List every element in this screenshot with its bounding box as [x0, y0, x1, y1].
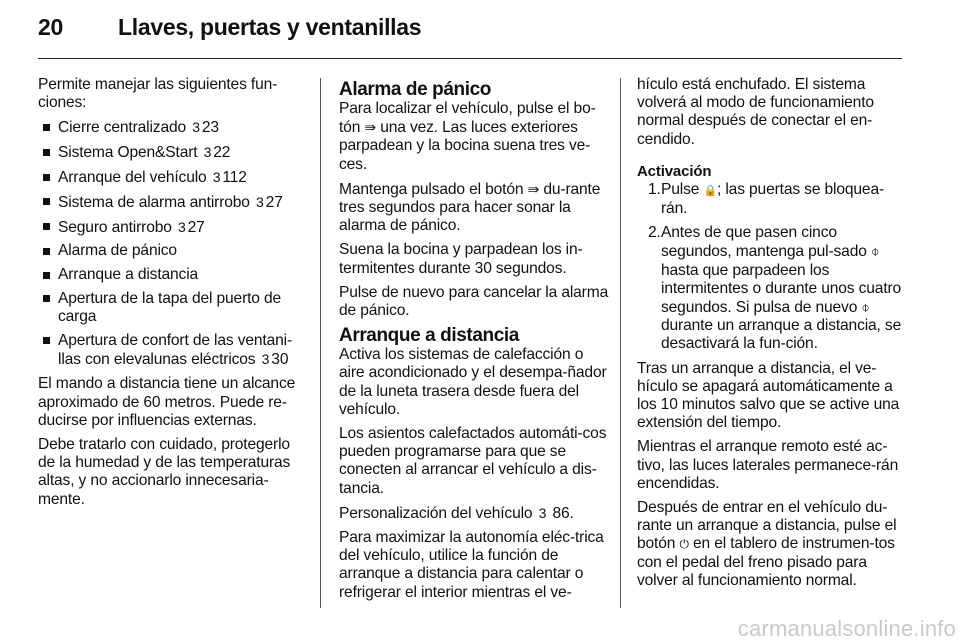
side-lights-paragraph: Mientras el arranque remoto esté ac-tivo, las luces laterales permanece-rán encendidas.	[637, 438, 899, 492]
ref-arrow-icon: 3	[261, 351, 270, 368]
ref-arrow-icon: 3	[192, 119, 200, 136]
bullet-square-icon	[43, 223, 50, 230]
ref-arrow-icon: 3	[203, 144, 212, 161]
step-2-text-c: durante un arranque a distancia, se desactivará la fun-ción.	[661, 317, 902, 353]
shutdown-paragraph: Tras un arranque a distancia, el ve-hículo se apagará automáticamente a los 10 minutos salvo que se active una extensión del tiempo.	[637, 359, 900, 432]
watermark: carmanualsonline.info	[737, 616, 956, 641]
panic-p2-text-a: Mantenga pulsado el botón	[339, 180, 524, 198]
remote-start-icon: ⌽	[870, 243, 880, 260]
ref-arrow-icon: 3	[538, 504, 547, 521]
feature-label: Sistema de alarma antirrobo	[58, 193, 250, 211]
p3-text-b: en el tablero de instrumen-tos con el pedal del freno pisado para volver al funcionamiento normal.	[637, 535, 895, 589]
panic-paragraph-3: Suena la bocina y parpadean los in-termitentes durante 30 segundos.	[339, 241, 583, 277]
column-divider-left	[320, 78, 321, 608]
page-reference[interactable]: 112	[222, 169, 247, 186]
page-reference[interactable]: 27	[265, 193, 283, 211]
bullet-square-icon	[43, 248, 50, 255]
power-button-icon: ⏻	[679, 537, 689, 552]
feature-label: Alarma de pánico	[58, 242, 177, 260]
p3-text-a: Después de entrar en el vehículo du-rante un arranque a distancia, pulse el botón	[637, 499, 897, 553]
panic-alarm-heading: Alarma de pánico	[339, 79, 491, 100]
remote-p3-text: Personalización del vehículo	[339, 504, 533, 522]
remote-paragraph-1: Activa los sistemas de calefacción o aire acondicionado y el desempa-ñador de la luneta trasera desde fuera del vehículo.	[339, 346, 607, 418]
step-2-text-b: hasta que parpadeen los intermitentes o durante unos cuatro segundos. Si pulsa de nuevo	[661, 261, 902, 317]
bullet-square-icon	[43, 272, 50, 279]
column-3	[637, 76, 907, 596]
panic-paragraph-2	[339, 180, 609, 236]
normal-operation-paragraph	[637, 499, 907, 590]
remote-paragraph-4: Para maximizar la autonomía eléc-trica del vehículo, utilice la función de arranque a distancia para calentar o refrigerar el interior mientras el ve-	[339, 529, 604, 601]
feature-list-item	[38, 168, 308, 187]
continuation-paragraph: hículo está enchufado. El sistema volverá al modo de funcionamiento normal después de conectar el en-cendido.	[637, 76, 874, 148]
feature-list-item	[38, 290, 308, 326]
remote-paragraph-2: Los asientos calefactados automáti-cos pueden programarse para que se conecten al arrancar el vehículo a dis-tancia.	[339, 425, 607, 497]
remote-start-heading: Arranque a distancia	[339, 325, 519, 347]
feature-list	[38, 118, 308, 369]
step-2-text-a: Antes de que pasen cinco segundos, mantenga pul-sado	[661, 224, 867, 261]
column-divider-right	[620, 78, 621, 608]
page-reference[interactable]: 27	[187, 218, 205, 236]
activation-step-2	[637, 224, 907, 353]
feature-list-item	[38, 143, 308, 162]
feature-label: Apertura de confort de las ventani-llas con elevalunas eléctricos	[58, 331, 292, 369]
bullet-square-icon	[43, 295, 50, 302]
panic-p2-text-b: du-rante tres segundos para hacer sonar la alarma de pánico.	[339, 180, 601, 235]
page-reference[interactable]: 30	[271, 351, 289, 369]
column-2	[339, 80, 609, 608]
header-rule	[38, 58, 902, 59]
feature-list-item	[38, 118, 308, 137]
page-title: Llaves, puertas y ventanillas	[118, 14, 422, 40]
care-paragraph: Debe tratarlo con cuidado, protegerlo de la humedad y de las temperaturas altas, y no accionarlo innecesaria-mente.	[38, 436, 291, 508]
feature-label: Arranque del vehículo	[58, 169, 207, 186]
panic-paragraph-4: Pulse de nuevo para cancelar la alarma de pánico.	[339, 283, 609, 320]
intro-text: Permite manejar las siguientes fun-ciones:	[38, 76, 278, 112]
remote-start-icon: ⌽	[861, 299, 870, 316]
step-number: 1.	[648, 180, 661, 198]
step-1-text-b: ; las puertas se bloquea-rán.	[661, 180, 885, 218]
feature-list-item	[38, 242, 308, 260]
feature-label: Apertura de la tapa del puerto de carga	[58, 289, 282, 326]
feature-list-item	[38, 266, 308, 284]
feature-list-item	[38, 193, 308, 212]
bullet-square-icon	[43, 149, 50, 156]
feature-label: Seguro antirrobo	[58, 218, 172, 236]
bullet-square-icon	[43, 124, 50, 131]
feature-list-item	[38, 332, 308, 369]
panic-paragraph-1	[339, 100, 609, 174]
feature-list-item	[38, 218, 308, 237]
remote-p3-ref[interactable]: 86.	[552, 504, 574, 522]
page-reference[interactable]: 22	[213, 144, 231, 162]
remote-paragraph-3	[339, 504, 609, 523]
panic-p1-text-a: Para localizar el vehículo, pulse el bo-tón	[339, 100, 596, 137]
ref-arrow-icon: 3	[177, 218, 186, 235]
activation-heading: Activación	[637, 162, 712, 180]
bullet-square-icon	[43, 198, 50, 205]
column-1	[38, 76, 308, 515]
activation-step-1	[637, 181, 907, 218]
page-number: 20	[38, 14, 63, 40]
panic-button-icon: ⇛	[364, 119, 377, 136]
bullet-square-icon	[43, 174, 50, 181]
feature-label: Cierre centralizado	[58, 119, 187, 137]
ref-arrow-icon: 3	[212, 169, 221, 185]
activation-steps	[637, 181, 907, 354]
step-1-text-a: Pulse	[661, 180, 700, 198]
step-number: 2.	[648, 224, 661, 242]
bullet-square-icon	[43, 337, 50, 344]
range-paragraph: El mando a distancia tiene un alcance aproximado de 60 metros. Puede re-ducirse por influencias externas.	[38, 375, 296, 429]
feature-label: Sistema Open&Start	[58, 144, 198, 162]
lock-icon: 🔒	[703, 184, 717, 197]
ref-arrow-icon: 3	[256, 193, 264, 210]
feature-label: Arranque a distancia	[58, 266, 199, 284]
panic-p1-text-b: una vez. Las luces exteriores parpadean y la bocina suena tres ve-ces.	[339, 119, 591, 173]
panic-button-icon: ⇛	[527, 180, 540, 197]
page-reference[interactable]: 23	[201, 119, 219, 137]
